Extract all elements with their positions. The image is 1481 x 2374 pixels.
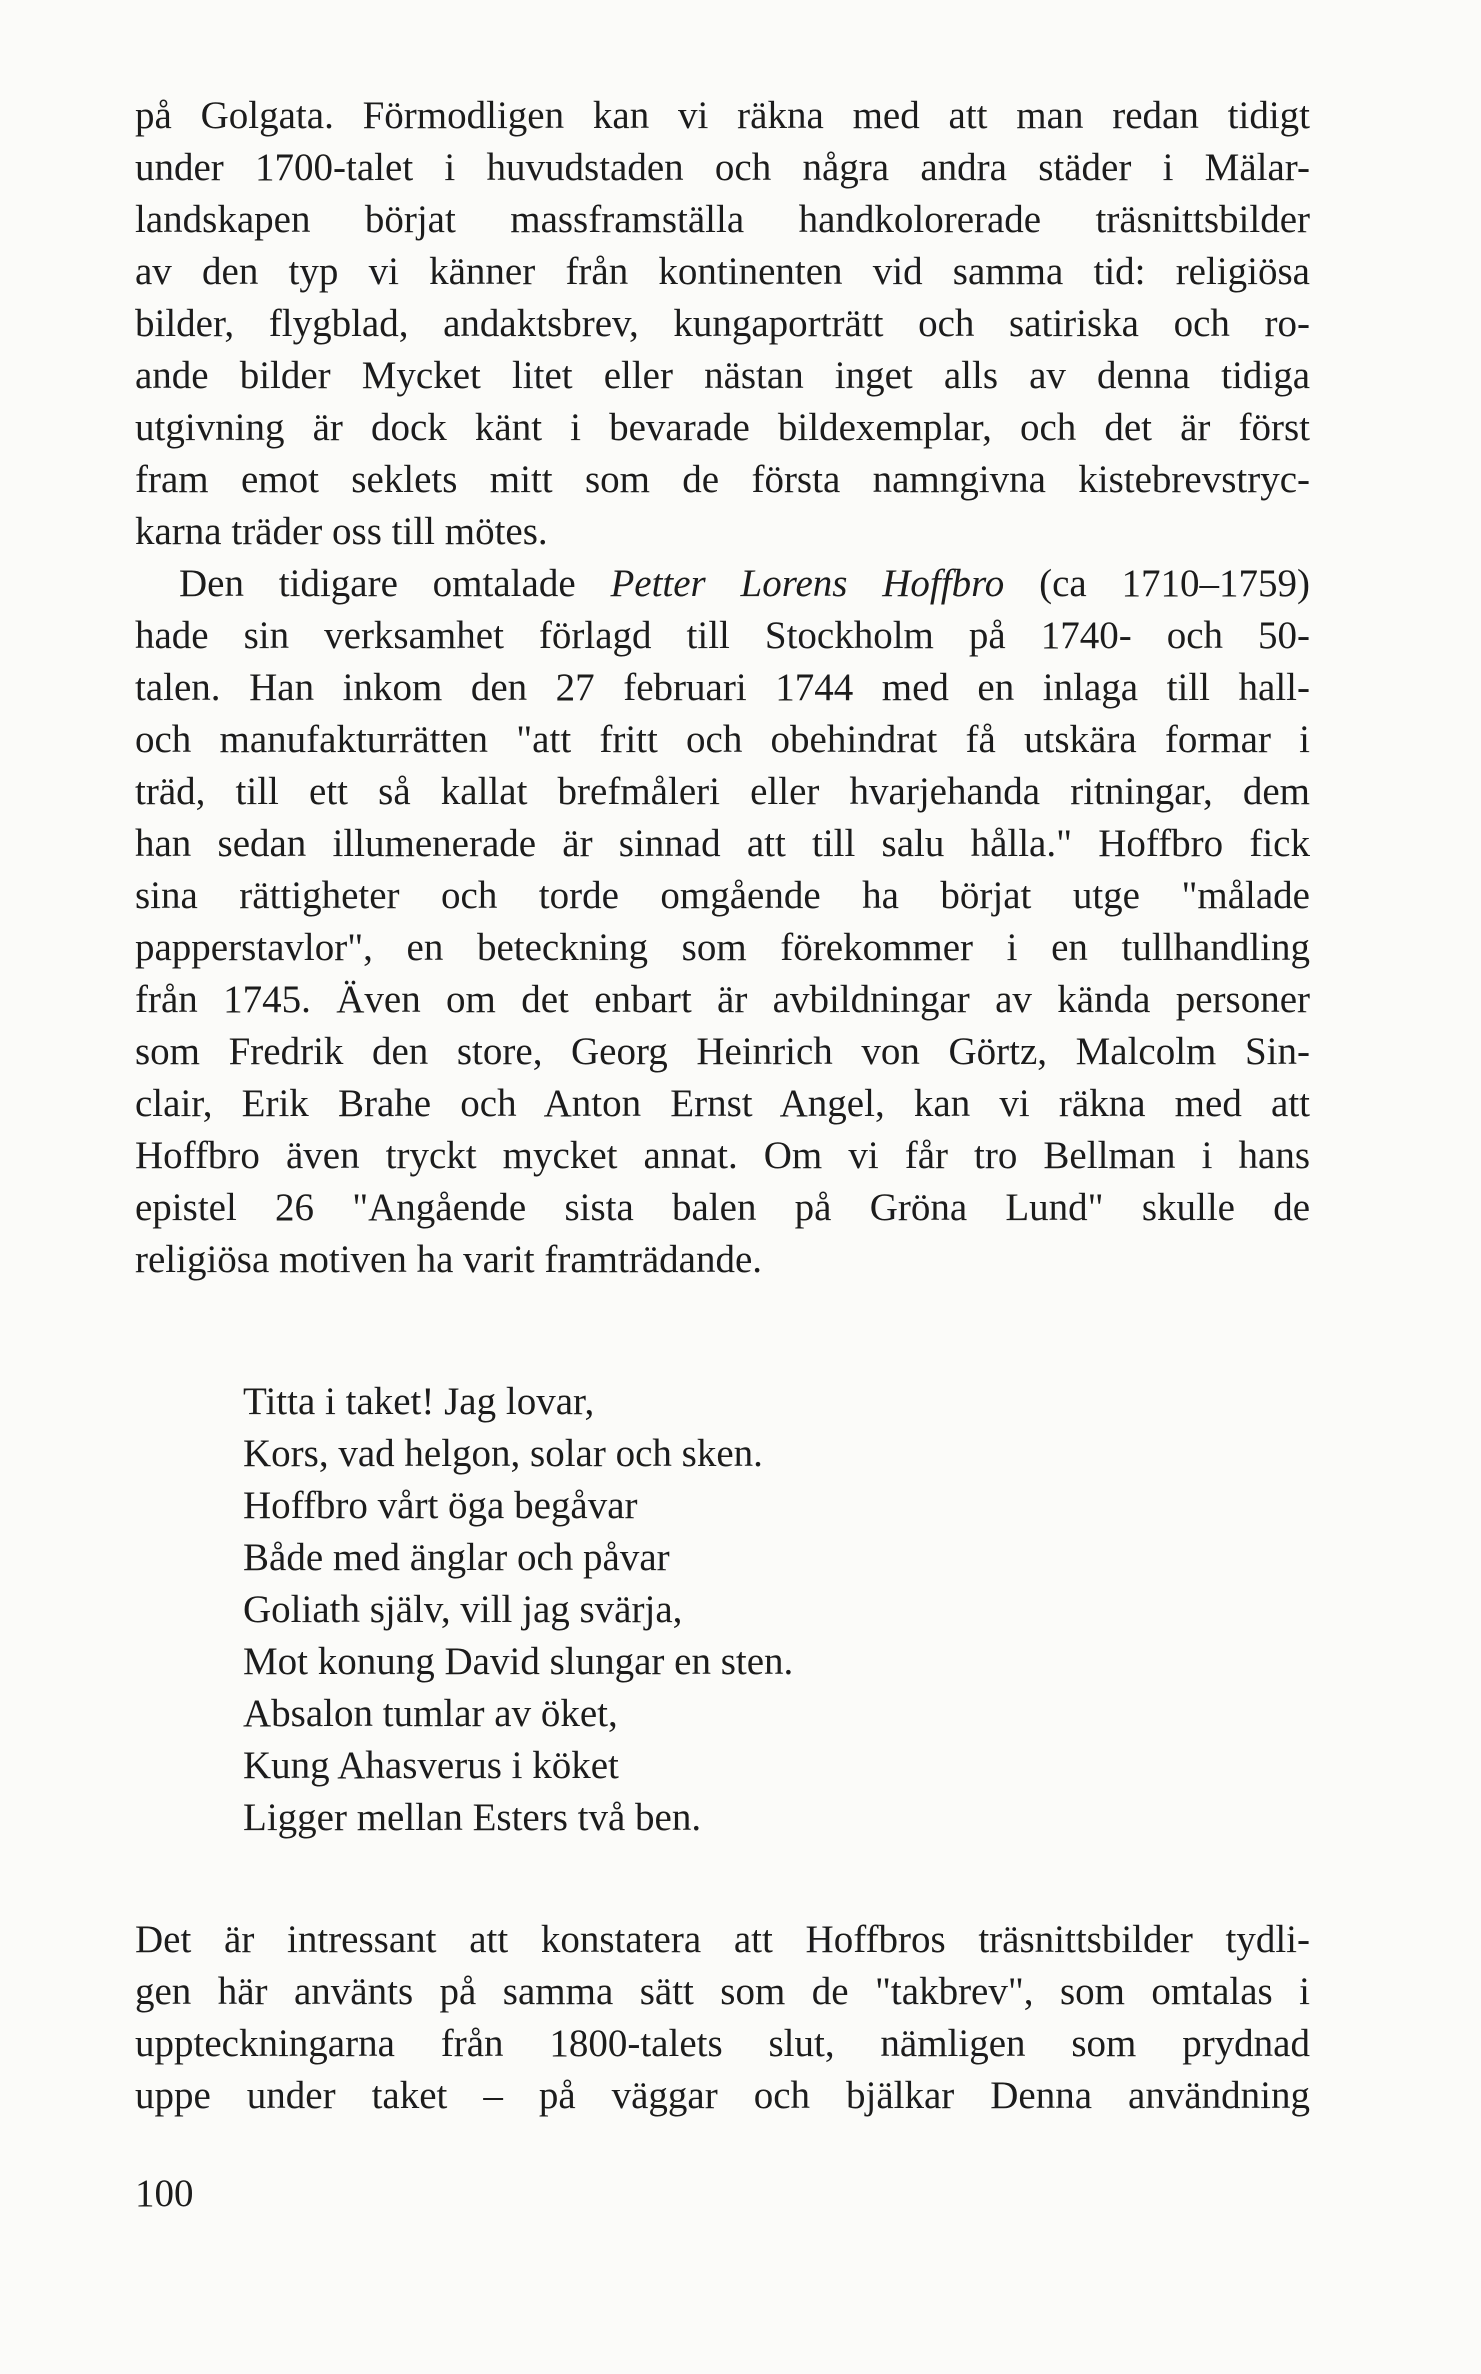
text-line: hade sin verksamhet förlagd till Stockholm på 1740- och 50- <box>135 614 1310 657</box>
page-text <box>135 90 1310 2122</box>
poem-line: Ligger mellan Esters två ben. <box>243 1796 702 1839</box>
poem-line: Hoffbro vårt öga begåvar <box>243 1484 638 1527</box>
paragraph-3 <box>135 1914 1310 2122</box>
text-run: (ca 1710–1759) <box>1004 562 1311 605</box>
text-run: Den tidigare omtalade <box>179 562 611 605</box>
text-line: som Fredrik den store, Georg Heinrich von Görtz, Malcolm Sin- <box>135 1030 1310 1073</box>
text-line: clair, Erik Brahe och Anton Ernst Angel, kan vi räkna med att <box>135 1082 1310 1125</box>
text-line: religiösa motiven ha varit framträdande. <box>135 1238 763 1281</box>
poem-line: Mot konung David slungar en sten. <box>243 1640 794 1683</box>
text-line: under 1700-talet i huvudstaden och några andra städer i Mälar- <box>135 146 1310 189</box>
paragraph-1 <box>135 90 1310 558</box>
text-line: fram emot seklets mitt som de första namngivna kistebrevstryc- <box>135 458 1310 501</box>
person-name-italic: Petter Lorens Hoffbro <box>610 562 1005 605</box>
spacer <box>135 1286 1310 1376</box>
poem-line: Både med änglar och påvar <box>243 1536 670 1579</box>
paragraph-2 <box>135 558 1310 1286</box>
poem-line: Kors, vad helgon, solar och sken. <box>243 1432 763 1475</box>
text-line: av den typ vi känner från kontinenten vid samma tid: religiösa <box>135 250 1310 293</box>
text-line: landskapen börjat massframställa handkolorerade träsnittsbilder <box>135 198 1310 241</box>
text-line: uppteckningarna från 1800-talets slut, nämligen som prydnad <box>135 2022 1310 2065</box>
text-line: han sedan illumenerade är sinnad att till salu hålla." Hoffbro fick <box>135 822 1310 865</box>
poem-line: Titta i taket! Jag lovar, <box>243 1380 595 1423</box>
text-line: sina rättigheter och torde omgående ha börjat utge "målade <box>135 874 1310 917</box>
text-line: träd, till ett så kallat brefmåleri eller hvarjehanda ritningar, dem <box>135 770 1310 813</box>
poem-line: Absalon tumlar av öket, <box>243 1692 618 1735</box>
text-line: på Golgata. Förmodligen kan vi räkna med att man redan tidigt <box>135 94 1310 137</box>
text-line: bilder, flygblad, andaktsbrev, kungaporträtt och satiriska och ro- <box>135 302 1310 345</box>
text-line: papperstavlor", en beteckning som förekommer i en tullhandling <box>135 926 1310 969</box>
text-line: och manufakturrätten "att fritt och obehindrat få utskära formar i <box>135 718 1310 761</box>
page-number: 100 <box>135 2172 194 2215</box>
text-line: karna träder oss till mötes. <box>135 510 548 553</box>
poem-line: Kung Ahasverus i köket <box>243 1744 619 1787</box>
text-line: Det är intressant att konstatera att Hoffbros träsnittsbilder tydli- <box>135 1918 1310 1961</box>
text-line: ande bilder Mycket litet eller nästan inget alls av denna tidiga <box>135 354 1310 397</box>
text-line: gen här använts på samma sätt som de "takbrev", som omtalas i <box>135 1970 1310 2013</box>
text-line: Hoffbro även tryckt mycket annat. Om vi får tro Bellman i hans <box>135 1134 1310 1177</box>
text-line: från 1745. Även om det enbart är avbildningar av kända personer <box>135 978 1310 1021</box>
text-line: epistel 26 "Angående sista balen på Gröna Lund" skulle de <box>135 1186 1310 1229</box>
text-line-first <box>135 558 1310 610</box>
spacer <box>135 1844 1310 1914</box>
text-line: utgivning är dock känt i bevarade bildexemplar, och det är först <box>135 406 1310 449</box>
text-line: uppe under taket – på väggar och bjälkar Denna användning <box>135 2074 1310 2117</box>
text-line: talen. Han inkom den 27 februari 1744 med en inlaga till hall- <box>135 666 1310 709</box>
poem-quote <box>135 1376 1310 1844</box>
poem-line: Goliath själv, vill jag svärja, <box>243 1588 683 1631</box>
